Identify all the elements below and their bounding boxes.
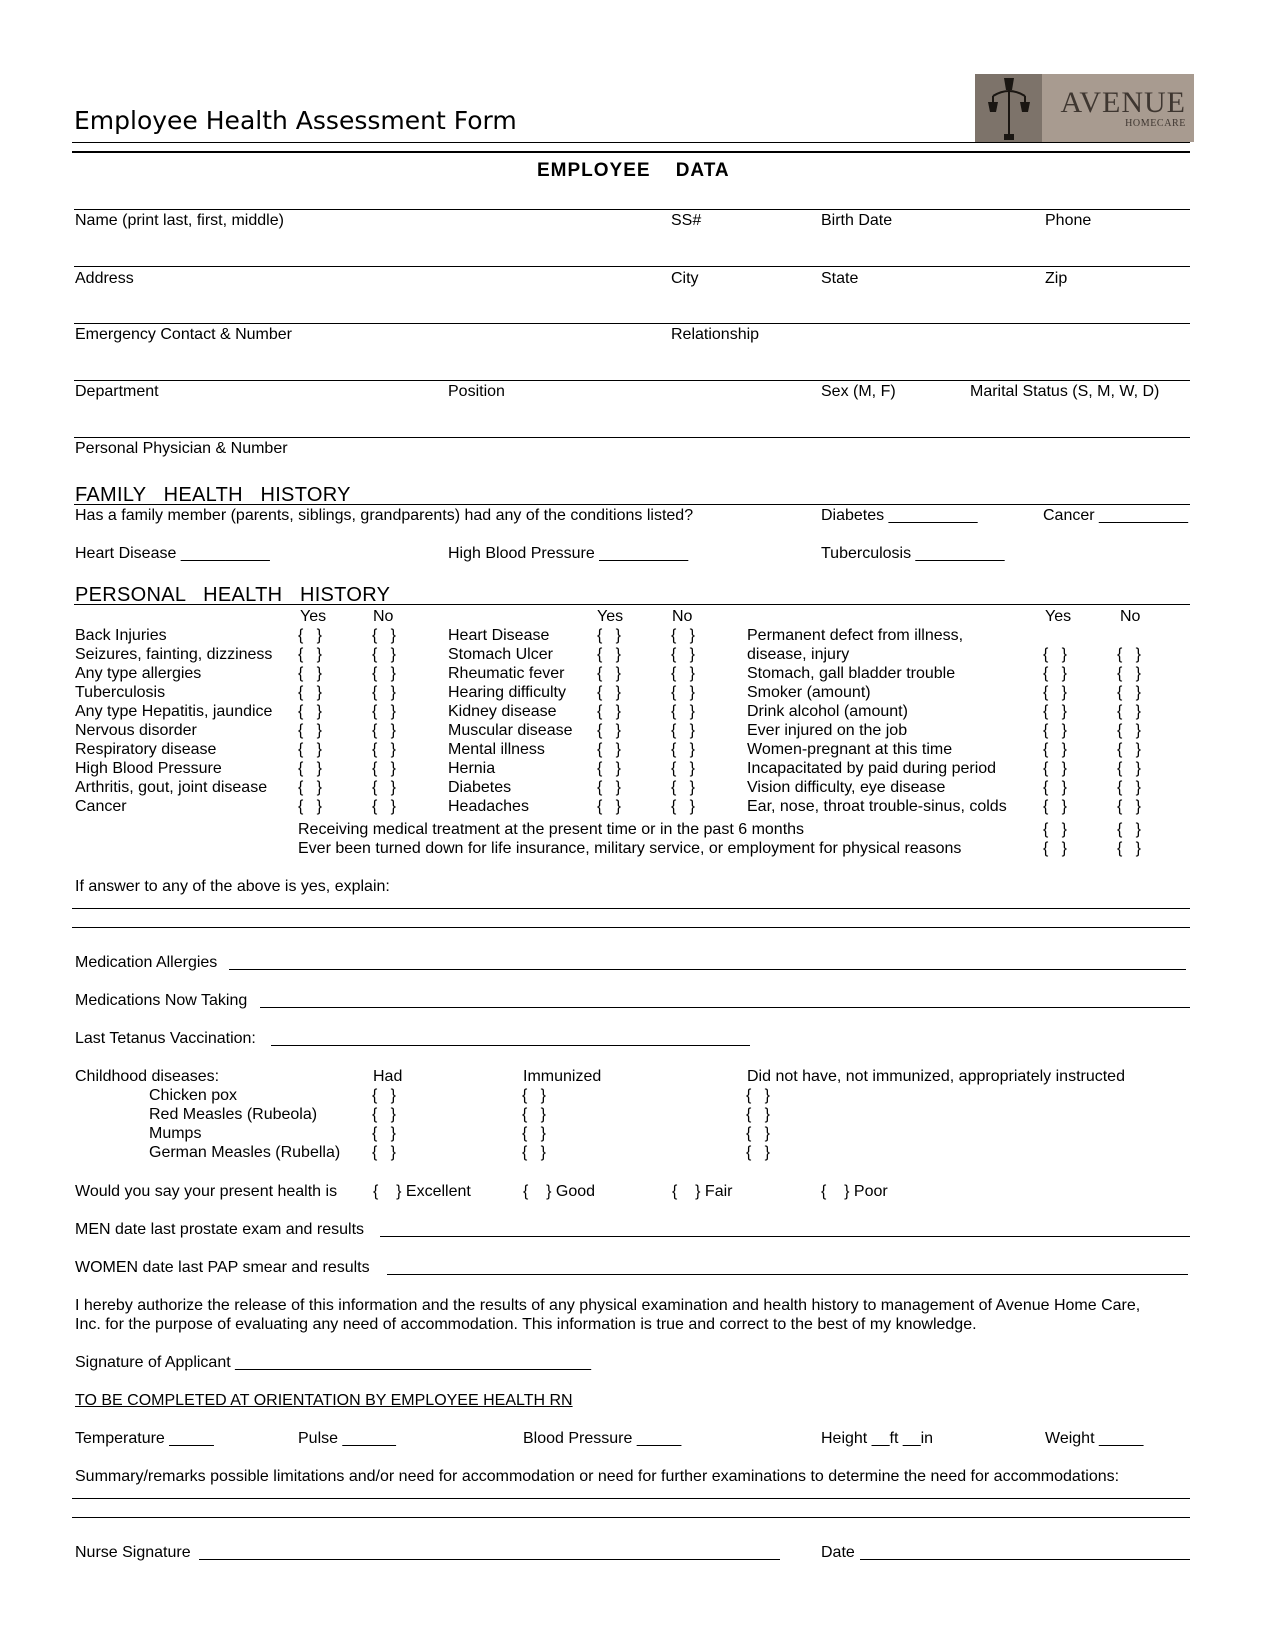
col3-no-box[interactable]: { } xyxy=(1117,741,1142,758)
women-pap-line[interactable] xyxy=(387,1274,1188,1275)
treatment-no-box[interactable]: { } xyxy=(1117,821,1142,838)
personal-history-heading: PERSONAL HEALTH HISTORY xyxy=(75,584,391,606)
history-label-col1: Any type Hepatitis, jaundice xyxy=(75,703,273,720)
history-label-col3: disease, injury xyxy=(747,646,850,663)
col1-yes-box[interactable]: { } xyxy=(298,760,323,777)
position-label: Position xyxy=(448,383,505,400)
history-label-col2: Headaches xyxy=(448,798,529,815)
not-immunized-box[interactable]: { } xyxy=(746,1144,771,1161)
history-label-col1: Back Injuries xyxy=(75,627,167,644)
col2-no-box[interactable]: { } xyxy=(671,703,696,720)
col2-no-box[interactable]: { } xyxy=(671,779,696,796)
col1-yes-header: Yes xyxy=(300,608,327,625)
col3-yes-box[interactable]: { } xyxy=(1043,665,1068,682)
turned-down-yes-box[interactable]: { } xyxy=(1043,840,1068,857)
col2-yes-box[interactable]: { } xyxy=(597,703,622,720)
col1-yes-box[interactable]: { } xyxy=(298,722,323,739)
col2-yes-box[interactable]: { } xyxy=(597,627,622,644)
history-label-col3: Smoker (amount) xyxy=(747,684,871,701)
history-label-col3: Drink alcohol (amount) xyxy=(747,703,908,720)
family-history-heading: FAMILY HEALTH HISTORY xyxy=(75,484,351,506)
col3-no-box[interactable]: { } xyxy=(1117,684,1142,701)
sex-label: Sex (M, F) xyxy=(821,383,896,400)
field-line-row1[interactable] xyxy=(74,209,1190,210)
summary-line-2[interactable] xyxy=(72,1517,1190,1518)
col2-no-box[interactable]: { } xyxy=(671,760,696,777)
col1-yes-box[interactable]: { } xyxy=(298,646,323,663)
col3-no-box[interactable]: { } xyxy=(1117,779,1142,796)
col2-no-box[interactable]: { } xyxy=(671,684,696,701)
col1-yes-box[interactable]: { } xyxy=(298,627,323,644)
col2-yes-box[interactable]: { } xyxy=(597,798,622,815)
personal-heading-rule xyxy=(74,604,1190,605)
address-label: Address xyxy=(75,270,134,287)
col1-yes-box[interactable]: { } xyxy=(298,798,323,815)
col2-yes-box[interactable]: { } xyxy=(597,779,622,796)
avenue-logo xyxy=(975,74,1194,142)
history-label-col3: Incapacitated by paid during period xyxy=(747,760,997,777)
childhood-disease-label: Red Measles (Rubeola) xyxy=(149,1106,318,1123)
health-poor-option[interactable]: { } Poor xyxy=(821,1183,888,1200)
col1-no-box[interactable]: { } xyxy=(372,684,397,701)
col3-yes-header: Yes xyxy=(1045,608,1072,625)
col1-no-box[interactable]: { } xyxy=(372,665,397,682)
relationship-label: Relationship xyxy=(671,326,760,343)
history-label-col3: Women-pregnant at this time xyxy=(747,741,953,758)
not-immunized-header: Did not have, not immunized, appropriately instructed xyxy=(747,1068,1125,1085)
childhood-disease-label: Mumps xyxy=(149,1125,202,1142)
health-good-option[interactable]: { } Good xyxy=(523,1183,596,1200)
col3-yes-box[interactable]: { } xyxy=(1043,779,1068,796)
col2-yes-box[interactable]: { } xyxy=(597,646,622,663)
weight-field[interactable]: Weight _____ xyxy=(1045,1430,1144,1447)
history-label-col2: Muscular disease xyxy=(448,722,573,739)
field-line-row5[interactable] xyxy=(74,437,1190,438)
orientation-heading: TO BE COMPLETED AT ORIENTATION BY EMPLOYEE HEALTH RN xyxy=(75,1392,573,1409)
col2-yes-box[interactable]: { } xyxy=(597,760,622,777)
zip-label: Zip xyxy=(1045,270,1068,287)
history-label-col2: Heart Disease xyxy=(448,627,550,644)
col1-no-box[interactable]: { } xyxy=(372,703,397,720)
history-label-col1: Seizures, fainting, dizziness xyxy=(75,646,273,663)
history-label-col2: Stomach Ulcer xyxy=(448,646,553,663)
men-prostate-line[interactable] xyxy=(380,1236,1190,1237)
birth-date-label: Birth Date xyxy=(821,212,893,229)
history-label-col2: Mental illness xyxy=(448,741,545,758)
col1-yes-box[interactable]: { } xyxy=(298,741,323,758)
col3-no-box[interactable]: { } xyxy=(1117,703,1142,720)
employee-data-heading: EMPLOYEE DATA xyxy=(537,160,730,181)
city-label: City xyxy=(671,270,699,287)
temperature-field[interactable]: Temperature _____ xyxy=(75,1430,214,1447)
col2-no-box[interactable]: { } xyxy=(671,646,696,663)
history-label-col3: Ear, nose, throat trouble-sinus, colds xyxy=(747,798,1007,815)
not-immunized-box[interactable]: { } xyxy=(746,1087,771,1104)
col3-no-header: No xyxy=(1120,608,1141,625)
col3-no-box[interactable]: { } xyxy=(1117,798,1142,815)
family-tuberculosis[interactable]: Tuberculosis __________ xyxy=(821,545,1005,562)
family-cancer[interactable]: Cancer __________ xyxy=(1043,507,1189,524)
col2-yes-box[interactable]: { } xyxy=(597,741,622,758)
col1-no-box[interactable]: { } xyxy=(372,760,397,777)
explain-label: If answer to any of the above is yes, explain: xyxy=(75,878,390,895)
explain-line-2[interactable] xyxy=(72,927,1190,928)
field-line-row3[interactable] xyxy=(74,323,1190,324)
col2-no-header: No xyxy=(672,608,693,625)
medications-taking-line[interactable] xyxy=(260,1007,1190,1008)
history-label-col2: Rheumatic fever xyxy=(448,665,565,682)
treatment-yes-box[interactable]: { } xyxy=(1043,821,1068,838)
childhood-label: Childhood diseases: xyxy=(75,1068,220,1085)
col2-no-box[interactable]: { } xyxy=(671,798,696,815)
col1-no-header: No xyxy=(373,608,394,625)
childhood-disease-label: German Measles (Rubella) xyxy=(149,1144,341,1161)
col3-yes-box[interactable]: { } xyxy=(1043,798,1068,815)
department-label: Department xyxy=(75,383,159,400)
col2-no-box[interactable]: { } xyxy=(671,627,696,644)
col3-yes-box[interactable]: { } xyxy=(1043,646,1068,663)
nurse-signature-line[interactable] xyxy=(199,1559,780,1560)
col3-yes-box[interactable]: { } xyxy=(1043,741,1068,758)
col3-yes-box[interactable]: { } xyxy=(1043,703,1068,720)
turned-down-label: Ever been turned down for life insurance, military service, or employment for physical reasons xyxy=(298,840,962,857)
authorization-line-2: Inc. for the purpose of evaluating any need of accommodation. This information is true and correct to the best of my knowledge. xyxy=(75,1316,977,1333)
col3-yes-box[interactable]: { } xyxy=(1043,684,1068,701)
immunized-box[interactable]: { } xyxy=(522,1087,547,1104)
col2-no-box[interactable]: { } xyxy=(671,665,696,682)
receiving-treatment-label: Receiving medical treatment at the present time or in the past 6 months xyxy=(298,821,805,838)
had-box[interactable]: { } xyxy=(372,1087,397,1104)
col2-yes-box[interactable]: { } xyxy=(597,722,622,739)
had-box[interactable]: { } xyxy=(372,1125,397,1142)
immunized-header: Immunized xyxy=(523,1068,602,1085)
summary-label: Summary/remarks possible limitations and/or need for accommodation or need for further examinations to determine the need for accommodations: xyxy=(75,1468,1120,1485)
physician-label: Personal Physician & Number xyxy=(75,440,288,457)
col1-no-box[interactable]: { } xyxy=(372,798,397,815)
childhood-disease-label: Chicken pox xyxy=(149,1087,238,1104)
medication-allergies-label: Medication Allergies xyxy=(75,954,218,971)
had-box[interactable]: { } xyxy=(372,1144,397,1161)
history-label-col3: Vision difficulty, eye disease xyxy=(747,779,946,796)
col2-yes-box[interactable]: { } xyxy=(597,665,622,682)
history-label-col3: Stomach, gall bladder trouble xyxy=(747,665,956,682)
medications-taking-label: Medications Now Taking xyxy=(75,992,248,1009)
name-label: Name (print last, first, middle) xyxy=(75,212,284,229)
family-question: Has a family member (parents, siblings, grandparents) had any of the conditions listed? xyxy=(75,507,694,524)
family-high-blood-pressure[interactable]: High Blood Pressure __________ xyxy=(448,545,689,562)
authorization-line-1: I hereby authorize the release of this information and the results of any physical examination and health history to management of Avenue Home Care, xyxy=(75,1297,1141,1314)
not-immunized-box[interactable]: { } xyxy=(746,1106,771,1123)
history-label-col1: Nervous disorder xyxy=(75,722,197,739)
col1-no-box[interactable]: { } xyxy=(372,627,397,644)
header-rule-thick xyxy=(72,151,1190,153)
family-heading-rule xyxy=(74,504,1190,505)
col1-no-box[interactable]: { } xyxy=(372,741,397,758)
not-immunized-box[interactable]: { } xyxy=(746,1125,771,1142)
blood-pressure-field[interactable]: Blood Pressure _____ xyxy=(523,1430,682,1447)
summary-line-1[interactable] xyxy=(72,1498,1190,1499)
history-label-col2: Hernia xyxy=(448,760,496,777)
history-label-col3: Ever injured on the job xyxy=(747,722,908,739)
pulse-field[interactable]: Pulse ______ xyxy=(298,1430,396,1447)
history-label-col1: Tuberculosis xyxy=(75,684,166,701)
header-rule-thin xyxy=(72,142,1190,143)
logo-word: AVENUE xyxy=(1060,85,1186,119)
immunized-box[interactable]: { } xyxy=(522,1106,547,1123)
col1-yes-box[interactable]: { } xyxy=(298,703,323,720)
family-diabetes[interactable]: Diabetes __________ xyxy=(821,507,978,524)
col3-no-box[interactable]: { } xyxy=(1117,722,1142,739)
field-line-row4[interactable] xyxy=(74,380,1190,381)
applicant-signature[interactable]: Signature of Applicant ________________________________________ xyxy=(75,1354,592,1371)
history-label-col2: Kidney disease xyxy=(448,703,557,720)
ssn-label: SS# xyxy=(671,212,702,229)
family-heart-disease[interactable]: Heart Disease __________ xyxy=(75,545,270,562)
street-lamp-icon xyxy=(975,74,1042,142)
explain-line-1[interactable] xyxy=(72,908,1190,909)
logo-subword: HOMECARE xyxy=(1125,117,1186,129)
phone-label: Phone xyxy=(1045,212,1092,229)
history-label-col1: Cancer xyxy=(75,798,127,815)
tetanus-label: Last Tetanus Vaccination: xyxy=(75,1030,256,1047)
nurse-signature-label: Nurse Signature xyxy=(75,1544,191,1561)
tetanus-line[interactable] xyxy=(271,1045,750,1046)
immunized-box[interactable]: { } xyxy=(522,1144,547,1161)
col1-no-box[interactable]: { } xyxy=(372,646,397,663)
col2-yes-box[interactable]: { } xyxy=(597,684,622,701)
col1-yes-box[interactable]: { } xyxy=(298,684,323,701)
form-title: Employee Health Assessment Form xyxy=(74,106,517,135)
col3-no-box[interactable]: { } xyxy=(1117,665,1142,682)
history-label-col3: Permanent defect from illness, xyxy=(747,627,964,644)
col2-no-box[interactable]: { } xyxy=(671,722,696,739)
history-label-col2: Hearing difficulty xyxy=(448,684,566,701)
date-label: Date xyxy=(821,1544,855,1561)
history-label-col2: Diabetes xyxy=(448,779,512,796)
date-line[interactable] xyxy=(860,1559,1190,1560)
col2-no-box[interactable]: { } xyxy=(671,741,696,758)
col1-no-box[interactable]: { } xyxy=(372,779,397,796)
history-label-col1: Respiratory disease xyxy=(75,741,217,758)
field-line-row2[interactable] xyxy=(74,266,1190,267)
immunized-box[interactable]: { } xyxy=(522,1125,547,1142)
col1-yes-box[interactable]: { } xyxy=(298,665,323,682)
turned-down-no-box[interactable]: { } xyxy=(1117,840,1142,857)
col3-yes-box[interactable]: { } xyxy=(1043,722,1068,739)
present-health-label: Would you say your present health is xyxy=(75,1183,338,1200)
marital-status-label: Marital Status (S, M, W, D) xyxy=(970,383,1160,400)
col3-yes-box[interactable]: { } xyxy=(1043,760,1068,777)
health-fair-option[interactable]: { } Fair xyxy=(672,1183,733,1200)
medication-allergies-line[interactable] xyxy=(229,969,1186,970)
height-field[interactable]: Height __ft __in xyxy=(821,1430,934,1447)
col3-no-box[interactable]: { } xyxy=(1117,760,1142,777)
women-pap-label: WOMEN date last PAP smear and results xyxy=(75,1259,370,1276)
col1-yes-box[interactable]: { } xyxy=(298,779,323,796)
emergency-contact-label: Emergency Contact & Number xyxy=(75,326,292,343)
history-label-col1: High Blood Pressure xyxy=(75,760,222,777)
health-excellent-option[interactable]: { } Excellent xyxy=(373,1183,471,1200)
state-label: State xyxy=(821,270,859,287)
col1-no-box[interactable]: { } xyxy=(372,722,397,739)
col2-yes-header: Yes xyxy=(597,608,624,625)
had-box[interactable]: { } xyxy=(372,1106,397,1123)
men-prostate-label: MEN date last prostate exam and results xyxy=(75,1221,365,1238)
col3-no-box[interactable]: { } xyxy=(1117,646,1142,663)
had-header: Had xyxy=(373,1068,403,1085)
history-label-col1: Arthritis, gout, joint disease xyxy=(75,779,268,796)
history-label-col1: Any type allergies xyxy=(75,665,202,682)
